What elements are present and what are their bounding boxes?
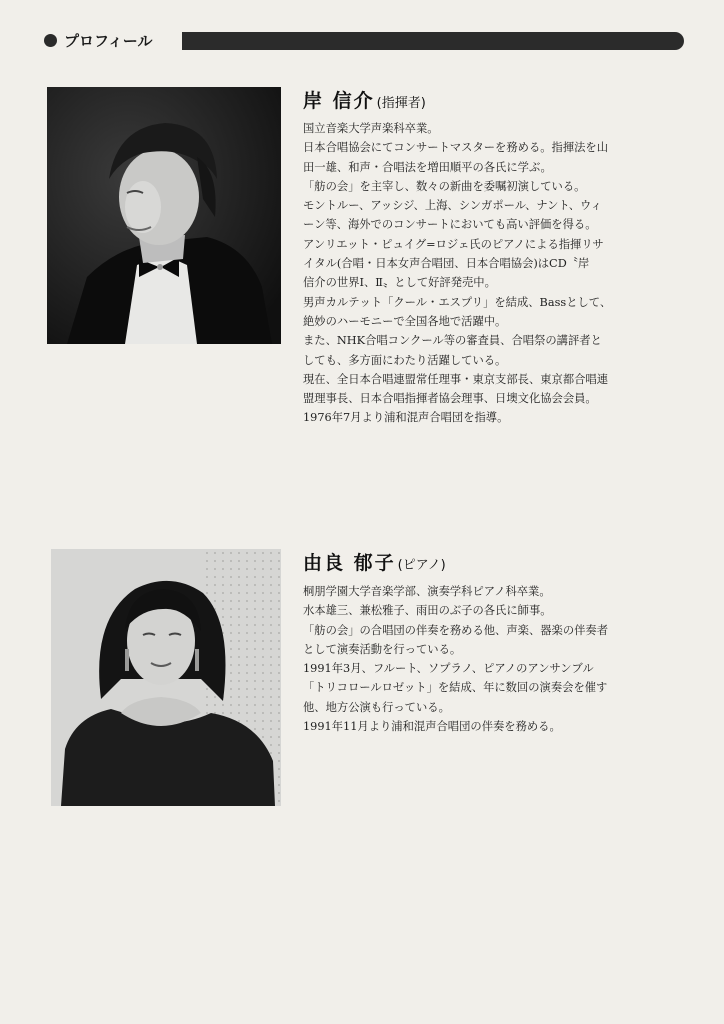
bio-line: 1991年11月より浦和混声合唱団の伴奏を務める。: [303, 720, 561, 734]
bio-line: 男声カルテット「クール・エスプリ」を結成、Bassとして、: [303, 295, 612, 309]
conductor-role: (指揮者): [376, 96, 426, 111]
bio-line: 他、地方公演も行っている。: [303, 700, 450, 714]
conductor-bio: [303, 119, 611, 428]
bio-line: 盟理事長、日本合唱指揮者協会理事、日墺文化協会会員。: [303, 392, 597, 406]
bio-line: また、NHK合唱コンクール等の審査員、合唱祭の講評者と: [303, 334, 602, 348]
bio-line: 絶妙のハーモニーで全国各地で活躍中。: [303, 314, 507, 328]
conductor-photo: [47, 87, 281, 344]
bio-line: 1991年3月、フルート、ソプラノ、ピアノのアンサンブル: [303, 662, 594, 676]
bullet-dot-icon: [44, 34, 57, 47]
header-rule: [182, 32, 684, 50]
bio-line: 「舫の会」を主宰し、数々の新曲を委嘱初演している。: [303, 179, 586, 193]
bio-line: アンリエット・ピュイグ=ロジェ氏のピアノによる指揮リサ: [303, 237, 604, 251]
bio-line: 国立音楽大学声楽科卒業。: [303, 122, 439, 135]
pianist-role: (ピアノ): [397, 558, 446, 573]
bio-line: イタル(合唱・日本女声合唱団、日本合唱協会)はCD〝岸: [303, 257, 590, 271]
bio-line: ーン等、海外でのコンサートにおいても高い評価を得る。: [303, 218, 597, 232]
bio-line: しても、多方面にわたり活躍している。: [303, 353, 507, 367]
bio-line: 信介の世界Ⅰ、Ⅱ〟として好評発売中。: [303, 276, 496, 290]
bio-line: 「舫の会」の合唱団の伴奏を務める他、声楽、器楽の伴奏者: [303, 623, 609, 637]
pianist-name-text: 由良 郁子: [303, 552, 396, 574]
pianist-bio: [303, 582, 608, 736]
bio-line: 桐朋学園大学音楽学部、演奏学科ピアノ科卒業。: [303, 585, 551, 598]
conductor-name-text: 岸 信介: [303, 90, 375, 112]
section-header: [44, 30, 684, 52]
pianist-photo: [51, 549, 281, 806]
bio-line: 「トリコロールロゼット」を結成、年に数回の演奏会を催す: [303, 681, 608, 695]
bio-line: 日本合唱協会にてコンサートマスターを務める。指揮法を山: [303, 141, 609, 155]
bio-line: 1976年7月より浦和混声合唱団を指導。: [303, 411, 509, 425]
bio-line: モントルー、アッシジ、上海、シンガポール、ナント、ウィ: [303, 199, 602, 213]
conductor-name: [303, 86, 426, 113]
bio-line: 現在、全日本合唱連盟常任理事・東京支部長、東京都合唱連: [303, 372, 609, 386]
bio-line: 水本雄三、兼松雅子、雨田のぶ子の各氏に師事。: [303, 604, 552, 618]
bio-line: として演奏活動を行っている。: [303, 642, 462, 656]
section-title: プロフィール: [64, 32, 153, 50]
bio-line: 田一雄、和声・合唱法を増田順平の各氏に学ぶ。: [303, 160, 552, 174]
pianist-name: [303, 548, 446, 575]
